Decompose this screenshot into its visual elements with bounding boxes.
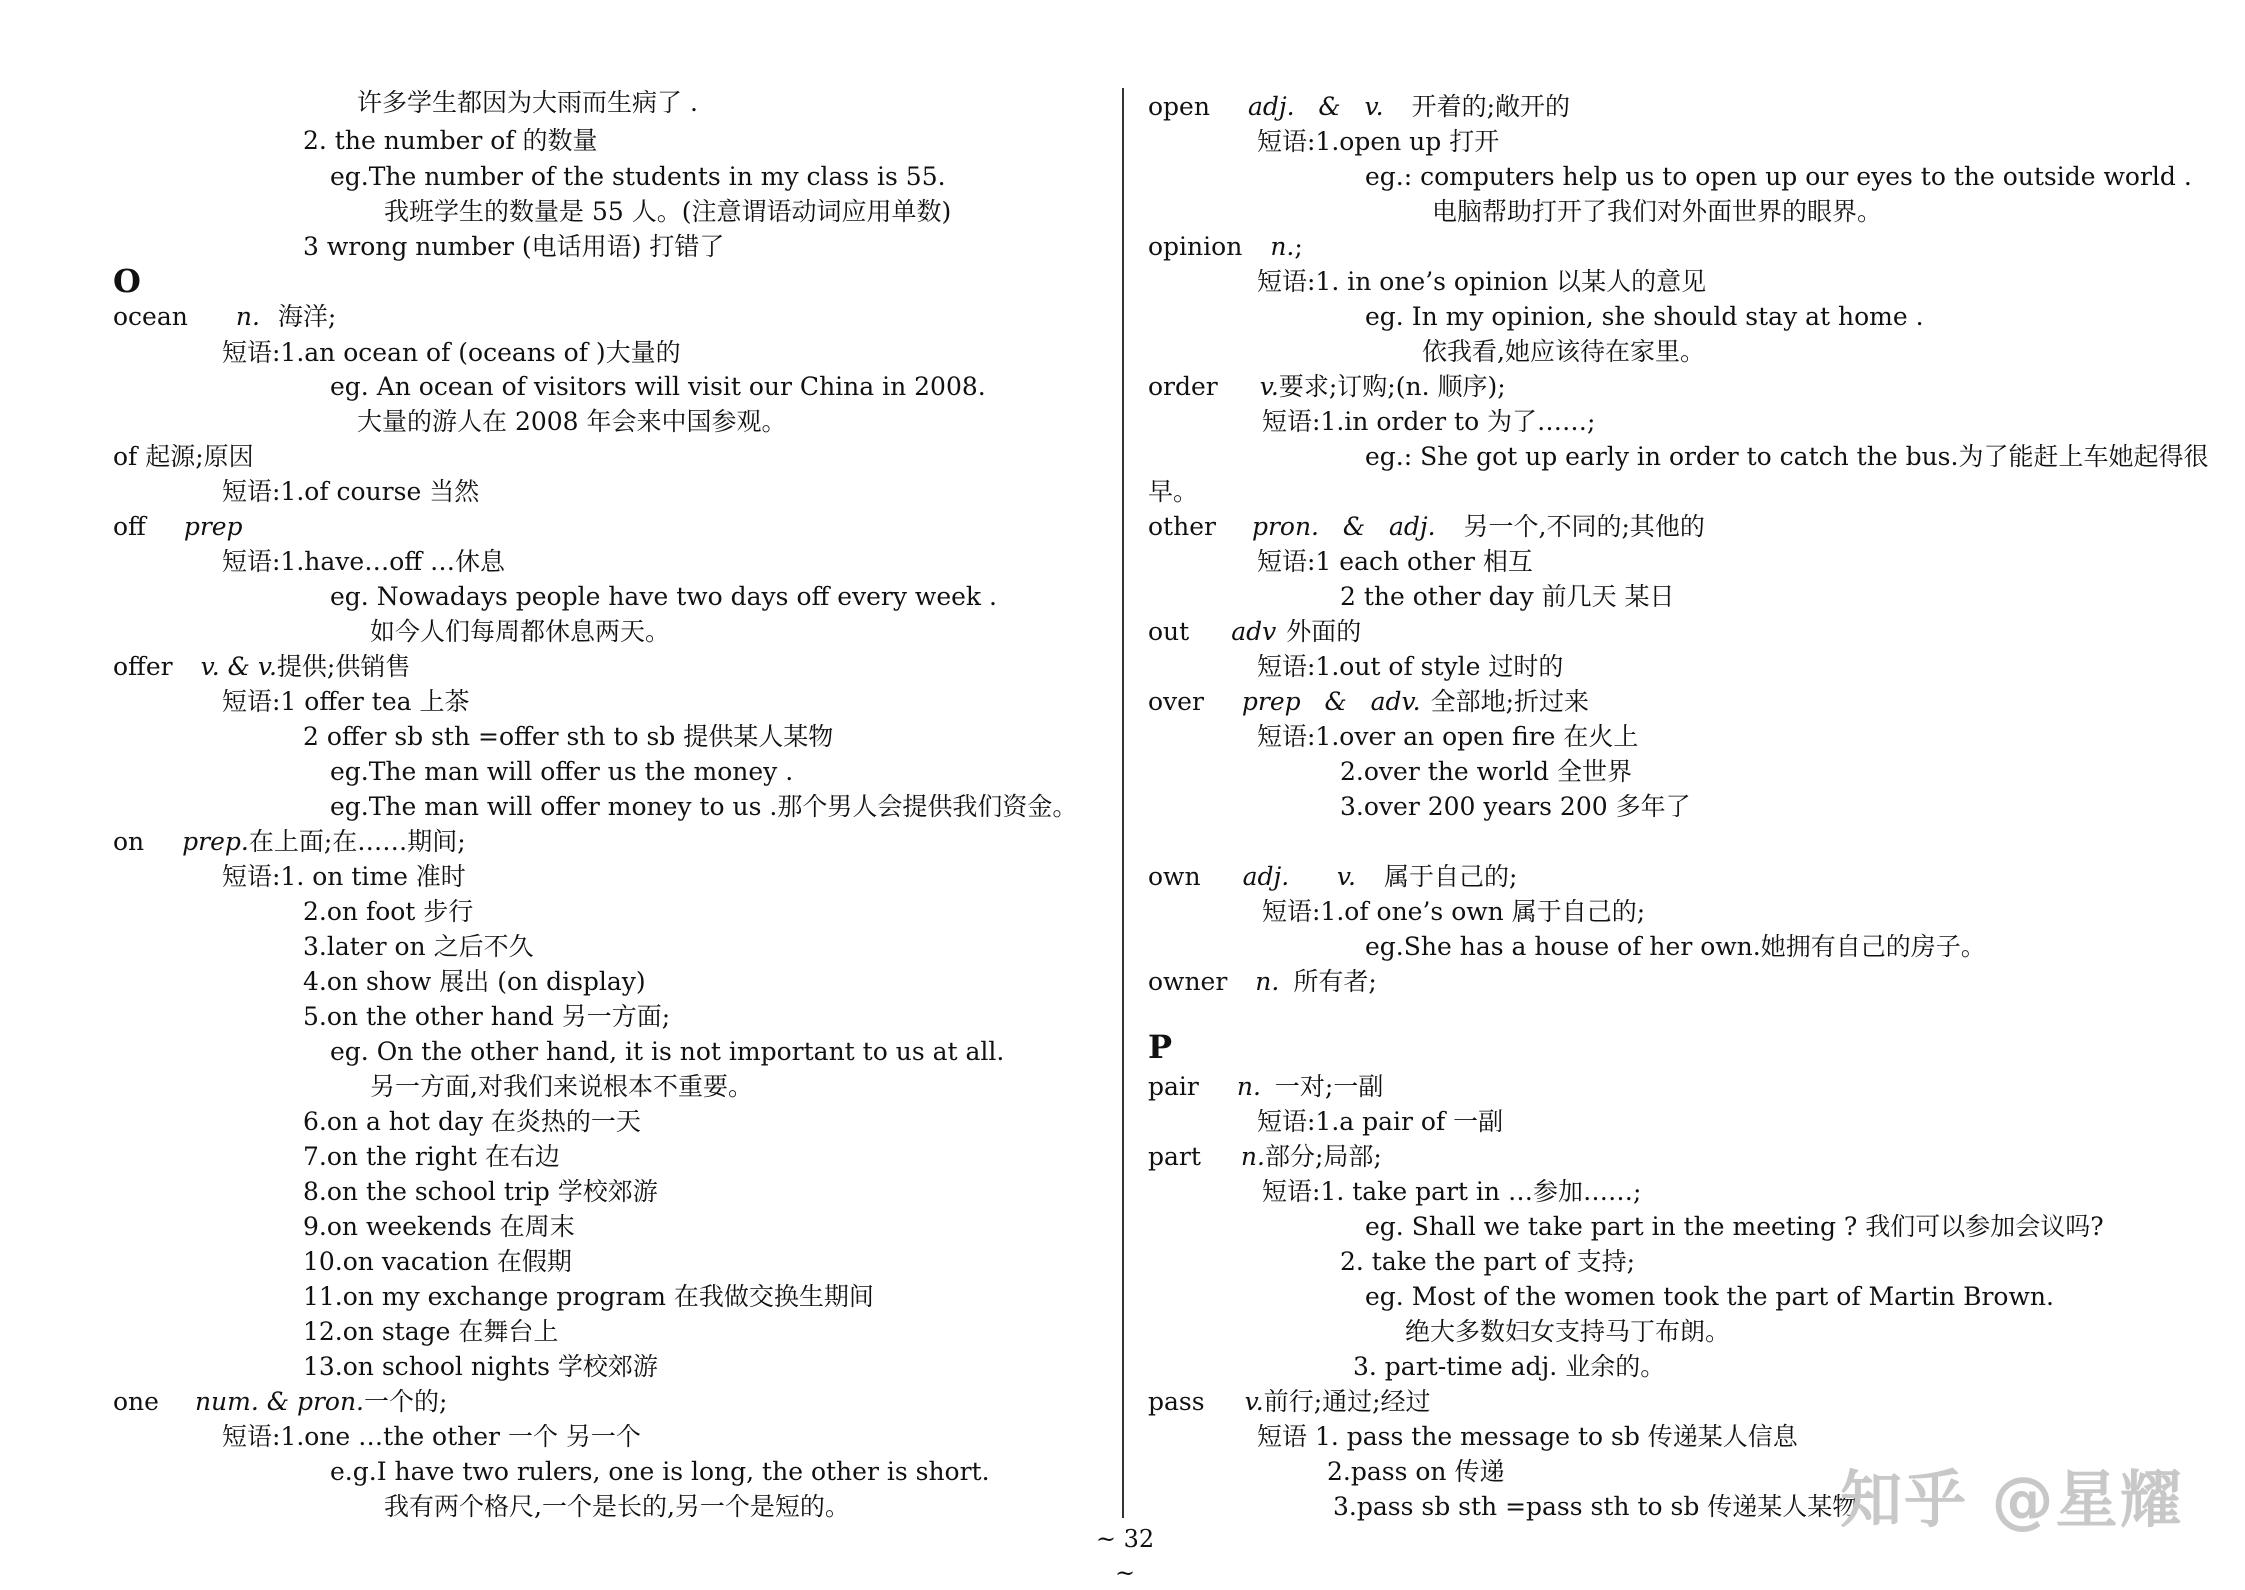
phrase-line: 8.on the school trip 学校郊游 xyxy=(303,1177,658,1206)
entry-open xyxy=(1148,90,1570,124)
headword: order xyxy=(1148,372,1218,401)
entry-opinion xyxy=(1148,230,1303,264)
part-of-speech: adv xyxy=(1231,617,1277,646)
phrase-line: 短语:1.of course 当然 xyxy=(222,477,480,506)
part-of-speech: num. & pron. xyxy=(194,1387,365,1416)
entry-other xyxy=(1148,510,1705,544)
example-sentence: eg. In my opinion, she should stay at home . xyxy=(1365,302,1924,331)
phrase-line: 2 the other day 前几天 某日 xyxy=(1340,582,1675,611)
phrase-line: 6.on a hot day 在炎热的一天 xyxy=(303,1107,641,1136)
part-of-speech: adj. & v. xyxy=(1247,92,1384,121)
definition: 一个的; xyxy=(364,1387,448,1416)
phrase-line: 短语:1 offer tea 上茶 xyxy=(222,687,470,716)
example-sentence: eg. Shall we take part in the meeting ? 我们可以参加会议吗? xyxy=(1365,1212,2104,1241)
section-letter-o: O xyxy=(113,262,141,300)
headword: out xyxy=(1148,617,1190,646)
phrase-line: 2.over the world 全世界 xyxy=(1340,757,1632,786)
phrase-line: 2.pass on 传递 xyxy=(1327,1457,1505,1486)
part-of-speech: v. & v. xyxy=(200,652,277,681)
part-of-speech: pron. & adj. xyxy=(1251,512,1436,541)
phrase-line: 4.on show 展出 (on display) xyxy=(303,967,646,996)
headword: over xyxy=(1148,687,1204,716)
example-sentence: eg. On the other hand, it is not important to us at all. xyxy=(330,1037,1005,1066)
headword: opinion xyxy=(1148,232,1243,261)
entry-ocean xyxy=(113,300,336,334)
phrase-line: 短语 1. pass the message to sb 传递某人信息 xyxy=(1257,1422,1798,1451)
section-letter-p: P xyxy=(1148,1028,1173,1066)
phrase-line: 2.on foot 步行 xyxy=(303,897,474,926)
headword: own xyxy=(1148,862,1201,891)
definition: 另一个,不同的;其他的 xyxy=(1463,512,1705,541)
phrase-line: 短语:1.a pair of 一副 xyxy=(1257,1107,1504,1136)
column-divider xyxy=(1122,88,1124,1518)
example-translation: 另一方面,对我们来说根本不重要。 xyxy=(370,1072,753,1101)
left-column xyxy=(0,0,1120,1587)
example-translation: 大量的游人在 2008 年会来中国参观。 xyxy=(357,407,787,436)
part-of-speech: n. xyxy=(1255,967,1280,996)
phrase-line: 10.on vacation 在假期 xyxy=(303,1247,572,1276)
part-of-speech: v. xyxy=(1244,1387,1264,1416)
part-of-speech: n. xyxy=(235,302,260,331)
watermark: 知乎 @星耀 xyxy=(1840,1463,2184,1536)
entry-pair xyxy=(1148,1070,1383,1104)
part-of-speech: adj. v. xyxy=(1242,862,1356,891)
definition: 海洋; xyxy=(277,302,337,331)
entry-offer xyxy=(113,650,410,684)
phrase-line: 短语:1 each other 相互 xyxy=(1257,547,1533,576)
text-line: 早。 xyxy=(1148,477,1199,506)
phrase-line: 7.on the right 在右边 xyxy=(303,1142,560,1171)
phrase-line: 短语:1.one …the other 一个 另一个 xyxy=(222,1422,641,1451)
example-translation: 如今人们每周都休息两天。 xyxy=(370,617,671,646)
phrase-line: 3.later on 之后不久 xyxy=(303,932,534,961)
example-sentence: eg.: computers help us to open up our eyes to the outside world . xyxy=(1365,162,2192,191)
headword: part xyxy=(1148,1142,1201,1171)
entry-over xyxy=(1148,685,1589,719)
phrase-line: 11.on my exchange program 在我做交换生期间 xyxy=(303,1282,874,1311)
part-of-speech: prep xyxy=(183,512,243,541)
part-of-speech: n. xyxy=(1236,1072,1261,1101)
phrase-line: 3.pass sb sth =pass sth to sb 传递某人某物 xyxy=(1333,1492,1858,1521)
entry-pass xyxy=(1148,1385,1431,1419)
example-translation: 我班学生的数量是 55 人。(注意谓语动词应用单数) xyxy=(384,197,952,226)
definition: 全部地;折过来 xyxy=(1430,687,1590,716)
part-of-speech: v. xyxy=(1259,372,1279,401)
example-sentence: eg.: She got up early in order to catch the bus.为了能赶上车她起得很 xyxy=(1365,442,2209,471)
right-column xyxy=(1125,0,2245,1587)
example-sentence: eg.She has a house of her own.她拥有自己的房子。 xyxy=(1365,932,1986,961)
headword: open xyxy=(1148,92,1210,121)
definition: 一对;一副 xyxy=(1274,1072,1384,1101)
entry-owner xyxy=(1148,965,1377,999)
example-sentence: eg. An ocean of visitors will visit our China in 2008. xyxy=(330,372,986,401)
phrase-line: 短语:1. on time 准时 xyxy=(222,862,466,891)
phrase-line: 短语:1.in order to 为了……; xyxy=(1262,407,1596,436)
definition: 属于自己的; xyxy=(1383,862,1518,891)
example-translation: 依我看,她应该待在家里。 xyxy=(1422,337,1705,366)
part-of-speech: prep & adv. xyxy=(1241,687,1421,716)
headword: one xyxy=(113,1387,159,1416)
phrase-line: 短语:1.over an open fire 在火上 xyxy=(1257,722,1639,751)
phrase-line: 13.on school nights 学校郊游 xyxy=(303,1352,658,1381)
entry-order xyxy=(1148,370,1506,404)
headword: off xyxy=(113,512,146,541)
entry-out xyxy=(1148,615,1361,649)
definition: 部分;局部; xyxy=(1264,1142,1382,1171)
entry-on xyxy=(113,825,466,859)
phrase-line: 9.on weekends 在周末 xyxy=(303,1212,575,1241)
phrase-line: 5.on the other hand 另一方面; xyxy=(303,1002,671,1031)
definition: 外面的 xyxy=(1286,617,1362,646)
phrase-line: 短语:1. in one’s opinion 以某人的意见 xyxy=(1257,267,1707,296)
phrase-line: 2. the number of 的数量 xyxy=(303,126,598,155)
example-translation: 电脑帮助打开了我们对外面世界的眼界。 xyxy=(1432,197,1883,226)
definition: 提供;供销售 xyxy=(276,652,411,681)
phrase-line: 3 wrong number (电话用语) 打错了 xyxy=(303,232,725,261)
example-sentence: eg. Most of the women took the part of Martin Brown. xyxy=(1365,1282,2054,1311)
phrase-line: 2 offer sb sth =offer sth to sb 提供某人某物 xyxy=(303,722,834,751)
phrase-line: 12.on stage 在舞台上 xyxy=(303,1317,559,1346)
entry-of: of 起源;原因 xyxy=(113,442,254,471)
definition: 在上面;在……期间; xyxy=(248,827,466,856)
example-translation: 我有两个格尺,一个是长的,另一个是短的。 xyxy=(384,1492,850,1521)
headword: owner xyxy=(1148,967,1228,996)
page-number: ~ 32 ~ xyxy=(1095,1525,1155,1587)
definition: ; xyxy=(1294,232,1303,261)
example-sentence: eg.The man will offer money to us .那个男人会提供我们资金。 xyxy=(330,792,1078,821)
headword: offer xyxy=(113,652,173,681)
headword: pair xyxy=(1148,1072,1199,1101)
part-of-speech: prep. xyxy=(182,827,249,856)
phrase-line: 短语:1.of one’s own 属于自己的; xyxy=(1262,897,1646,926)
definition: 所有者; xyxy=(1293,967,1377,996)
phrase-line: 短语:1.open up 打开 xyxy=(1257,127,1500,156)
part-of-speech: n. xyxy=(1240,1142,1265,1171)
definition: 要求;订购;(n. 顺序); xyxy=(1278,372,1506,401)
entry-own xyxy=(1148,860,1517,894)
phrase-line: 短语:1.an ocean of (oceans of )大量的 xyxy=(222,338,681,367)
example-sentence: eg. Nowadays people have two days off every week . xyxy=(330,582,997,611)
headword: other xyxy=(1148,512,1216,541)
phrase-line: 2. take the part of 支持; xyxy=(1340,1247,1636,1276)
definition: 前行;通过;经过 xyxy=(1263,1387,1431,1416)
headword: on xyxy=(113,827,145,856)
example-sentence: eg.The number of the students in my class is 55. xyxy=(330,162,946,191)
definition: 开着的;敞开的 xyxy=(1411,92,1571,121)
example-translation: 绝大多数妇女支持马丁布朗。 xyxy=(1405,1317,1731,1346)
example-sentence: eg.The man will offer us the money . xyxy=(330,757,794,786)
phrase-line: 3.over 200 years 200 多年了 xyxy=(1340,792,1691,821)
example-sentence: e.g.I have two rulers, one is long, the other is short. xyxy=(330,1457,990,1486)
phrase-line: 短语:1.have…off …休息 xyxy=(222,547,505,576)
entry-off xyxy=(113,510,243,544)
text-line: 许多学生都因为大雨而生病了 . xyxy=(357,88,698,117)
phrase-line: 短语:1. take part in …参加……; xyxy=(1262,1177,1642,1206)
headword: ocean xyxy=(113,302,188,331)
entry-one xyxy=(113,1385,447,1419)
part-of-speech: n. xyxy=(1270,232,1295,261)
headword: pass xyxy=(1148,1387,1205,1416)
phrase-line: 短语:1.out of style 过时的 xyxy=(1257,652,1564,681)
entry-part xyxy=(1148,1140,1382,1174)
phrase-line: 3. part-time adj. 业余的。 xyxy=(1353,1352,1666,1381)
